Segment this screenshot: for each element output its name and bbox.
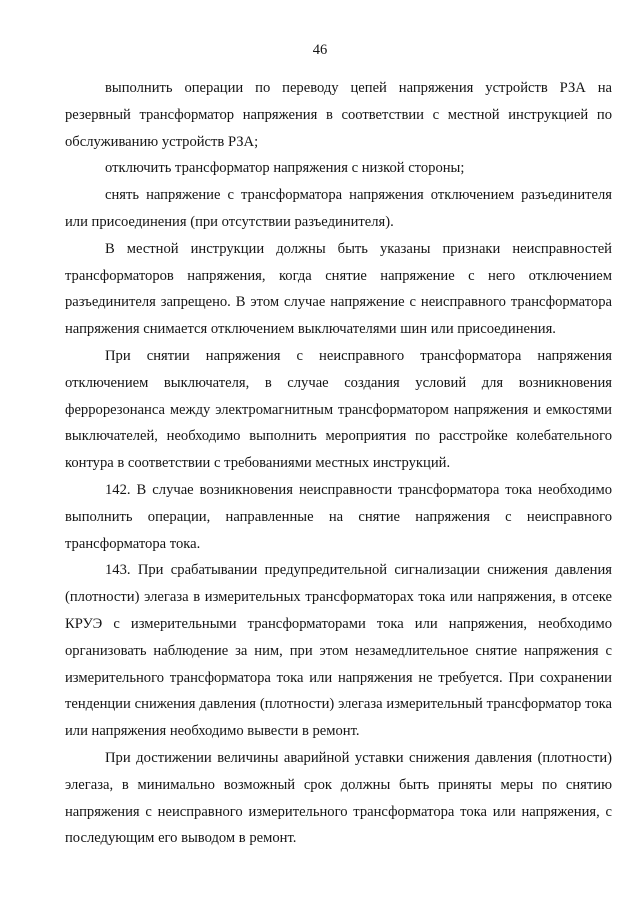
paragraph-sf6-emergency-setpoint: При достижении величины аварийной уставки снижения давления (плотности) элегаза, в минимально возможный срок должны быть приняты меры по снятию напряжения с неисправного измерительного трансформатора тока или напряжения, с последующим его выводом в ремонт. (65, 749, 612, 847)
page-number: 46 (312, 42, 328, 58)
paragraph-ferroresonance: При снятии напряжения с неисправного трансформатора напряжения отключением выключателя, в случае создания условий для возникновения феррорезонанса между электромагнитным трансформатором напряжения и емкостями выключателей, необходимо выполнить мероприятия по расстройке колебательного контура в соответствии с требованиями местных инструкций. (65, 347, 612, 472)
paragraph-remove-voltage: снять напряжение с трансформатора напряжения отключением разъединителя или присоединения (при отсутствии разъединителя). (65, 187, 612, 230)
paragraph-local-instruction: В местной инструкции должны быть указаны признаки неисправностей трансформаторов напряжения, когда снятие напряжение с него отключением разъединителя запрещено. В этом случае напряжение с неисправного трансформатора напряжения снимается отключением выключателями шин или присоединения. (65, 240, 612, 338)
paragraph-142-current-transformer: 142. В случае возникновения неисправности трансформатора тока необходимо выполнить операции, направленные на снятие напряжения с неисправного трансформатора тока. (65, 481, 612, 552)
paragraph-disconnect-low-side: отключить трансформатор напряжения с низкой стороны; (105, 160, 465, 177)
document-body (65, 75, 612, 852)
paragraph-relay-transfer: выполнить операции по переводу цепей напряжения устройств РЗА на резервный трансформатор напряжения в соответствии с местной инструкцией по обслуживанию устройств РЗА; (65, 80, 612, 150)
paragraph-143-sf6-pressure-warning: 143. При срабатывании предупредительной сигнализации снижения давления (плотности) элегаза в измерительных трансформаторах тока или напряжения, в отсеке КРУЭ с измерительными трансформаторами тока или напряжения, необходимо организовать наблюдение за ним, при этом незамедлительное снятие напряжения с измерительного трансформатора тока или напряжения не требуется. При сохранении тенденции снижения давления (плотности) элегаза измерительный трансформатор тока или напряжения необходимо вывести в ремонт. (65, 562, 612, 740)
